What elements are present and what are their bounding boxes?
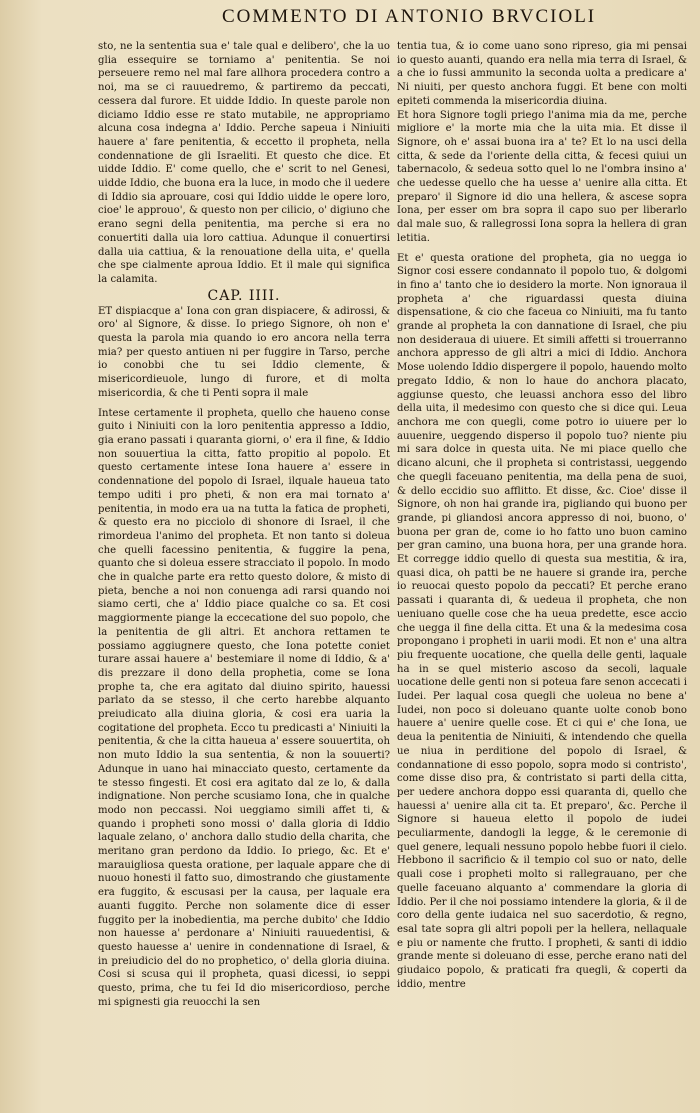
right-column (397, 40, 687, 1102)
commentary-paragraph: Et e' questa oratione del propheta, gia no uegga io Signor cosi essere condannato il popolo tuo, & dolgomi in fino a' tanto che io desidero la morte. Non ignoraua il propheta a' che riguardassi questa diuina dispensatione, & cio che faceua co Niniuiti, ma fu tanto grande al propheta la con dannatione di Israel, che piu non desideraua di uiuere. Et simili affetti si trouerranno anchora appresso de gli altri a mici di Iddio. Anchora Mose uolendo Iddio dispergere il popolo, hauendo molto pregato Iddio, & non lo haue do anchora placato, aggiunse questo, che leuassi anchora esso del libro della uita, il medesimo con questo che si dice qui. Leua anchora me con quegli, come potro io uiuere per lo auuenire, ueggendo disperso il popolo tuo? niente piu mi sara dolce in questa uita. Ne mi piace quello che dicano alcuni, che il propheta si contristassi, ueggendo che quegli faceuano penitentia, ma della pena de suoi, & dello eccidio suo afflitto. Et disse, &c. Cioe' disse il Signore, oh non hai grande ira, pigliando qui buono per grande, pi gliandosi ancora appresso di noi, buono, o' buona per gran de, come io ho fatto uno buon camino per gran camino, una buona hora, per una grande hora. Et corregge iddio quello di questa sua mestitia, & ira, quasi dica, oh patti be ne hauere si grande ira, perche io reuocai questo popolo da peccati? Et perche erano passati i quaranta di, & uedeua il propheta, che non ueniuano quelle cose che ha ueua predette, esce accio che uegga il fine della citta. Et una & la medesima cosa propongano i propheti in uarii modi. Et non e' una altra piu frequente uocatione, che quella delle genti, laquale ha in se quel misterio ascoso da secoli, laquale uocatione delle genti non si poteua fare senon accecati i Iudei. Per laqual cosa quegli che uoleua no bene a' Iudei, non poco si doleuano quante uolte conob bono hauere a' uenire quelle cose. Et ci qui e' che Iona, ue deua la penitentia de Niniuiti, & intendendo che quella ue niua in perditione del popolo di Israel, & condannatione di esso popolo, sopra modo si contristo', come disse diso pra, & contristato si parti della citta, per uedere anchora doppo essi quaranta di, quello che hauessi a' uenire alla cit ta. Et preparo', &c. Perche il Signore si haueua eletto il popolo de iudei peculiarmente, dandogli la legge, & le ceremonie di quel genere, lequali nessuno popolo hebbe fuori il cielo. Hebbono il sacrificio & il tempio col suo or nato, delle quali cose i propheti molto si rallegrauano, per che quelle faceuano alquanto a' commendare la gloria di Iddio. Per il che noi possiamo intendere la gloria, & il de coro della gente iudaica nel suo sacerdotio, & regno, esal tate sopra gli altri popoli per la hellera, nellaquale e piu or namente che frutto. I propheti, & santi di iddio grande mente si doleuano di esse, perche erano nati del giudaico popolo, & praticati fra quegli, & coperti da iddio, mentre (397, 252, 687, 990)
commentary-paragraph: Intese certamente il propheta, quello che haueno conse guito i Niniuiti con la loro penitentia appresso a Iddio, gia erano passati i quaranta giorni, o' era il fine, & Iddio non souuertiua la citta, fatto propitio al popolo. Et questo certamente intese Iona hauere a' essere in condennatione del popolo di Israel, ilquale haueua tato tempo uditi i pro pheti, & non era mai tornato a' penitentia, in modo era ua na tutta la fatica de propheti, & questo era no picciolo di shonore di Israel, il che rimordeua l'animo del propheta. Et non tanto si doleua che quelli facessino penitentia, & fuggire la pena, quanto che si doleua essere stracciato il popolo. In modo che in qualche parte era retto questo dolore, & misto di pieta, benche a noi non conuenga adi rarsi quando noi siamo certi, che a' Iddio piace qualche co sa. Et cosi maggiormente piange la eccecatione del suo popolo, che la penitentia de gli altri. Et anchora rettamen te possiamo aggiugnere questo, che Iona potette coniet turare assai hauere a' bestemiare il nome di Iddio, & a' dis prezzare il dono della prophetia, come se Iona prophe ta, che era agitato dal diuino spirito, hauessi parlato da se stesso, il che certo harebbe alquanto preiudicato alla diuina gloria, & cosi era uaria la cogitatione del propheta. Ecco tu predicasti a' Niniuiti la penitentia, & che la citta haueua a' essere souuertita, oh non muto Iddio la sua sententia, & non la souuerti? Adunque in uano hai minacciato questo, certamente da te stesso fingesti. Et cosi era agitato dal ze lo, & dalla indignatione. Non perche scusiamo Iona, che in qualche modo non peccassi. Noi ueggiamo simili affet ti, & quando i propheti sono mossi o' dalla gloria di Iddio laquale zelano, o' anchora dallo studio della charita, che meritano gran perdono da Iddio. Io priego, &c. Et e' marauigliosa questa oratione, per laquale appare che di nuouo honesti il fatto suo, dimostrando che giustamente era fuggito, & escusasi per la causa, per laquale era auanti fuggito. Perche non solamente dice di esser fuggito per la inobedientia, ma perche dubito' che Iddio non hauesse a' perdonare a' Niniuiti rauuedentisi, & questo hauesse a' uenire in condennatione di Israel, & in preiudicio del do no prophetico, o' della gloria diuina. Cosi si scusa qui il propheta, quasi dicessi, io seppi questo, prima, che tu fei Id dio misericordioso, perche mi spignesti gia reuocchi la sen (98, 407, 390, 1008)
scripture-verse: Et hora Signore togli priego l'anima mia da me, perche migliore e' la morte mia che la uita mia. Et disse il Signore, oh e' assai buona ira a' te? Et lo na usci della citta, & sede da l'oriente della citta, & fecesi quiui un tabernacolo, & sedeua sotto quel lo ne l'ombra insino a' che uedesse quello che ha uesse a' uenire alla citta. Et preparo' il Signore id dio una hellera, & ascese sopra Iona, per esser om bra sopra il capo suo per liberarlo dal male suo, & rallegrossi Iona sopra la hellera di gran letitia. (397, 109, 687, 244)
commentary-paragraph: tentia tua, & io come uano sono ripreso, gia mi pensai io questo auanti, quando era nella mia terra di Israel, & a che io fussi ammunito la seconda uolta a predicare a' Ni niuiti, per questo anchora fuggi. Et bene con molti epiteti commenda la misericordia diuina. (397, 41, 687, 107)
running-head: COMMENTO DI ANTONIO BRVCIOLI (222, 6, 597, 27)
left-column (98, 40, 390, 1102)
commentary-paragraph: sto, ne la sententia sua e' tale qual e delibero', che la uo glia essequire se torniamo a' penitentia. Se noi perseuere remo nel mal fare allhora procedera contro a noi, ma se ci rauuedremo, & partiremo da peccati, cessera dal furore. Et uidde Iddio. In queste parole non diciamo Iddio esse re stato mutabile, ne appropriamo alcuna cosa indegna a' Iddio. Perche sapeua i Niniuiti hauere a' fare penitentia, & eccetto il propheta, nella condennatione de gli Israeliti. Et questo che dice. Et uidde Iddio. E' come quello, che e' scrit to nel Genesi, uidde Iddio, che buona era la luce, in modo che il uedere di Iddio sia aprouare, cosi qui Iddio uidde le opere loro, cioe' le approuo', & questo non per cilicio, o' digiuno che erano segni della penitentia, ma perche si era no conuertiti dalla uia loro cattiua. Adunque il conuertirsi dalla uia cattiua, & la renouatione della uita, e' quella che spe cialmente aproua Iddio. Et il male qui significa la calamita. (98, 41, 390, 285)
chapter-heading: CAP. IIII. (207, 287, 281, 304)
scripture-verse: ET dispiacque a' Iona con gran dispiacere, & adirossi, & oro' al Signore, & disse. Io priego Signore, oh non e' questa la parola mia quando io ero ancora nella terra mia? per questo antiuen ni per fuggire in Tarso, perche io conobbi che tu sei Iddio clemente, & misericordieuole, lungo di furore, et di molta misericordia, & che ti Penti sopra il male (98, 305, 390, 399)
